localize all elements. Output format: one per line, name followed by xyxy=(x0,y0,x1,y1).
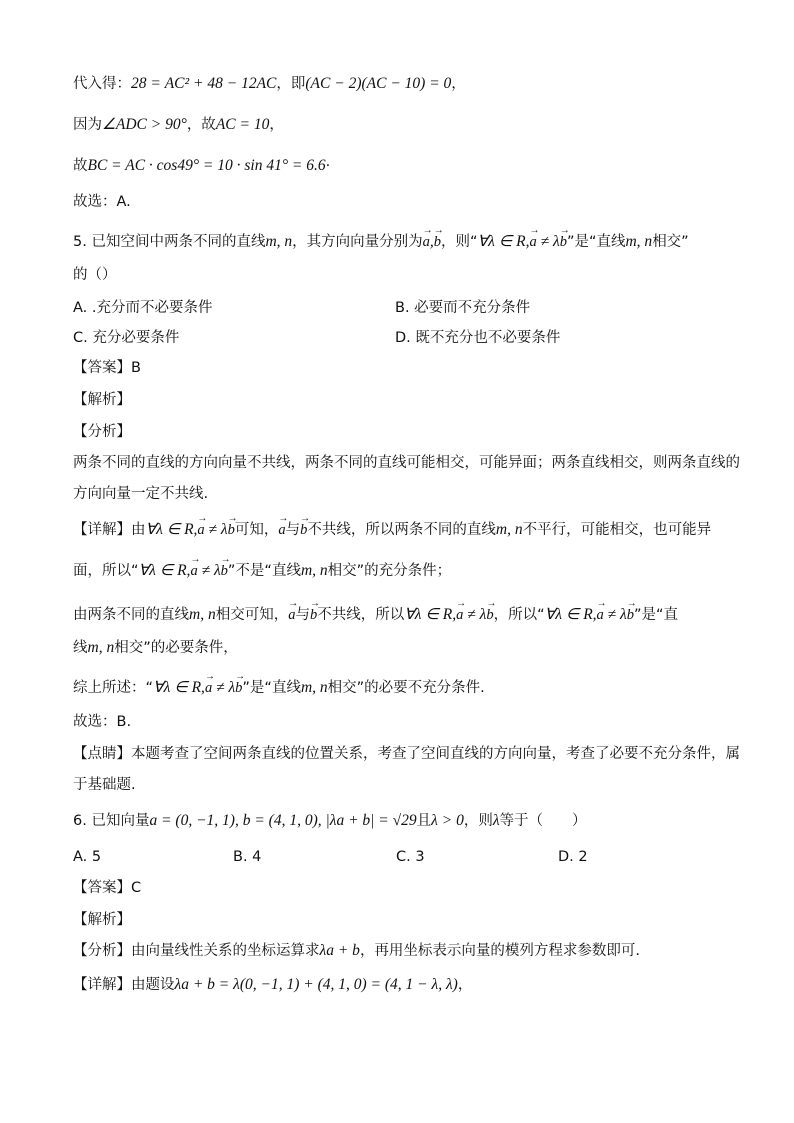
vector-a: → a xyxy=(278,520,285,540)
text: ， xyxy=(269,117,284,133)
neq-expr: ≠ λ xyxy=(536,233,560,250)
text: ”是“直线 xyxy=(242,680,301,696)
text: ， xyxy=(457,977,473,993)
text: 面，所以“ xyxy=(73,563,139,579)
equation: ∠ADC > 90° xyxy=(102,116,187,133)
option-d: D. 既不充分也不必要条件 xyxy=(395,330,561,346)
solution-line-3 xyxy=(73,156,734,176)
q5-stem-line-1 xyxy=(73,232,734,252)
option-b: B. 4 xyxy=(233,849,262,865)
option-d: D. 2 xyxy=(558,849,588,865)
dianjing-tag: 【点睛】 xyxy=(73,746,131,762)
answer-value: B xyxy=(131,360,141,376)
vector-b: → b xyxy=(221,561,228,581)
text: 相交”的必要不充分条件. xyxy=(327,680,485,696)
text: 代入得： xyxy=(73,76,131,92)
equation: λa + b xyxy=(319,942,360,959)
q5-jiexi-tag: 【解析】 xyxy=(73,392,131,408)
text: ，故 xyxy=(186,117,216,133)
text: ”是“直 xyxy=(634,607,679,623)
vector-a: → a xyxy=(597,605,604,625)
forall-expr: ∀λ ∈ R, xyxy=(404,606,457,623)
vector-b: → b xyxy=(235,678,242,698)
text: 由向量线性关系的坐标运算求 xyxy=(131,943,320,959)
equation: BC = AC · cos49° = 10 · sin 41° = 6.6 xyxy=(87,157,326,174)
neq-expr: ≠ λ xyxy=(603,606,627,623)
q5-fenxi-line-2: 方向向量一定不共线. xyxy=(73,486,209,502)
text: 由两条不同的直线 xyxy=(73,607,189,623)
q5-xiangjie-line-2 xyxy=(73,561,734,581)
vector-b: → b xyxy=(560,232,567,252)
answer-tag: 【答案】 xyxy=(73,360,131,376)
answer-tag: 【答案】 xyxy=(73,880,131,896)
equation: λa + b = λ(0, −1, 1) + (4, 1, 0) = (4, 1 − λ, λ) xyxy=(174,976,458,993)
lambda: λ xyxy=(492,812,500,829)
vector-b: → b xyxy=(228,520,235,540)
text: ，即 xyxy=(276,76,306,92)
text: ，再用坐标表示向量的模列方程求参数即可. xyxy=(359,943,641,959)
lines-mn: m, n xyxy=(300,562,328,579)
neq-expr: ≠ λ xyxy=(463,606,487,623)
equation: AC = 10 xyxy=(215,116,270,133)
text: 相交” xyxy=(652,234,689,250)
vector-a: → a xyxy=(205,678,212,698)
lines-mn: m, n xyxy=(625,233,653,250)
vector-a: → a xyxy=(423,232,430,252)
fenxi-tag: 【分析】 xyxy=(73,943,131,959)
vector-b: → b xyxy=(300,520,307,540)
neq-expr: ≠ λ xyxy=(204,521,228,538)
q5-options-row-2 xyxy=(73,328,734,348)
answer-choice-line: 故选：A. xyxy=(73,194,131,210)
q5-xiangjie-line-4 xyxy=(73,638,734,658)
q6-answer xyxy=(73,878,734,898)
q5-xiangjie-line-5 xyxy=(73,678,734,698)
text: 因为 xyxy=(73,117,102,133)
vector-a: → a xyxy=(529,232,536,252)
answer-value: C xyxy=(131,880,142,896)
option-a: A. .充分而不必要条件 xyxy=(73,300,213,316)
option-c: C. 充分必要条件 xyxy=(73,330,180,346)
text: 可知， xyxy=(234,522,279,538)
solution-line-1 xyxy=(73,74,734,94)
text: 与 xyxy=(285,522,301,538)
text: 等于（ ） xyxy=(499,813,587,829)
lines-mn: m, n xyxy=(189,606,216,623)
text: 综上所述：“ xyxy=(73,680,154,696)
text: · xyxy=(325,158,331,174)
q5-options-row-1 xyxy=(73,298,734,318)
forall-expr: ∀λ ∈ R, xyxy=(138,562,191,579)
text: ，则“ xyxy=(441,234,478,250)
lines-mn: m, n xyxy=(265,233,293,250)
vector-a: → a xyxy=(197,520,204,540)
equation: a = (0, −1, 1), b = (4, 1, 0), |λa + b| = √29 xyxy=(149,812,417,829)
q5-fenxi-tag: 【分析】 xyxy=(73,424,131,440)
text: 不共线，所以 xyxy=(317,607,405,623)
text: 与 xyxy=(295,607,310,623)
q5-choose: 故选：B. xyxy=(73,714,132,730)
q5-xiangjie-line-1 xyxy=(73,520,734,540)
option-c: C. 3 xyxy=(396,849,425,865)
q5-dianjing-line-1 xyxy=(73,744,740,764)
equation: 28 = AC² + 48 − 12AC xyxy=(131,75,277,92)
text: 相交”的必要条件， xyxy=(114,640,238,656)
vector-a: → a xyxy=(190,561,197,581)
lines-mn: m, n xyxy=(87,639,115,656)
vector-a: → a xyxy=(288,605,295,625)
text: 不共线，所以两条不同的直线 xyxy=(307,522,496,538)
q6-fenxi xyxy=(73,941,734,961)
vector-b: → b xyxy=(434,232,441,252)
forall-expr: ∀λ ∈ R, xyxy=(544,606,597,623)
q5-answer xyxy=(73,358,734,378)
equation: λ > 0 xyxy=(431,812,464,829)
q5-dianjing-line-2: 于基础题. xyxy=(73,777,136,793)
xiangjie-tag: 【详解】 xyxy=(73,522,131,538)
solution-line-2 xyxy=(73,115,734,135)
text: ”是“直线 xyxy=(566,234,626,250)
lines-mn: m, n xyxy=(495,521,523,538)
option-b: B. 必要而不充分条件 xyxy=(395,300,531,316)
vector-a: → a xyxy=(456,605,463,625)
text: 由 xyxy=(131,522,146,538)
vector-b: → b xyxy=(486,605,493,625)
text: 6. 已知向量 xyxy=(73,813,150,829)
text: ，其方向向量分别为 xyxy=(292,234,423,250)
text: 由题设 xyxy=(131,977,175,993)
forall-expr: ∀λ ∈ R, xyxy=(145,521,198,538)
text: 故 xyxy=(73,158,88,174)
q5-fenxi-line-1: 两条不同的直线的方向向量不共线，两条不同的直线可能相交，可能异面；两条直线相交，则两条直线的 xyxy=(73,455,740,471)
lines-mn: m, n xyxy=(300,679,328,696)
q6-xiangjie xyxy=(73,975,734,995)
q5-stem-line-2: 的（） xyxy=(73,267,117,283)
q6-jiexi-tag: 【解析】 xyxy=(73,912,131,928)
neq-expr: ≠ λ xyxy=(212,679,236,696)
vector-b: → b xyxy=(627,605,634,625)
text: 且 xyxy=(416,813,432,829)
text: 线 xyxy=(73,640,88,656)
xiangjie-tag: 【详解】 xyxy=(73,977,131,993)
text: ， xyxy=(451,76,466,92)
text: ”不是“直线 xyxy=(227,563,301,579)
option-a: A. 5 xyxy=(73,849,102,865)
q6-stem xyxy=(73,811,734,831)
forall-expr: ∀λ ∈ R, xyxy=(477,233,530,250)
text: ，所以“ xyxy=(493,607,545,623)
text: ，则 xyxy=(463,813,493,829)
text: 相交”的充分条件； xyxy=(327,563,452,579)
text: 相交可知， xyxy=(215,607,289,623)
equation: (AC − 2)(AC − 10) = 0 xyxy=(305,75,452,92)
text: 本题考查了空间两条直线的位置关系，考查了空间直线的方向向量，考查了必要不充分条件，属 xyxy=(131,746,740,762)
q5-xiangjie-line-3 xyxy=(73,605,734,625)
text: 5. 已知空间中两条不同的直线 xyxy=(73,234,266,250)
forall-expr: ∀λ ∈ R, xyxy=(153,679,205,696)
text: , xyxy=(429,233,434,250)
vector-b: → b xyxy=(310,605,317,625)
text: 不平行，可能相交，也可能异 xyxy=(522,522,712,538)
neq-expr: ≠ λ xyxy=(197,562,221,579)
